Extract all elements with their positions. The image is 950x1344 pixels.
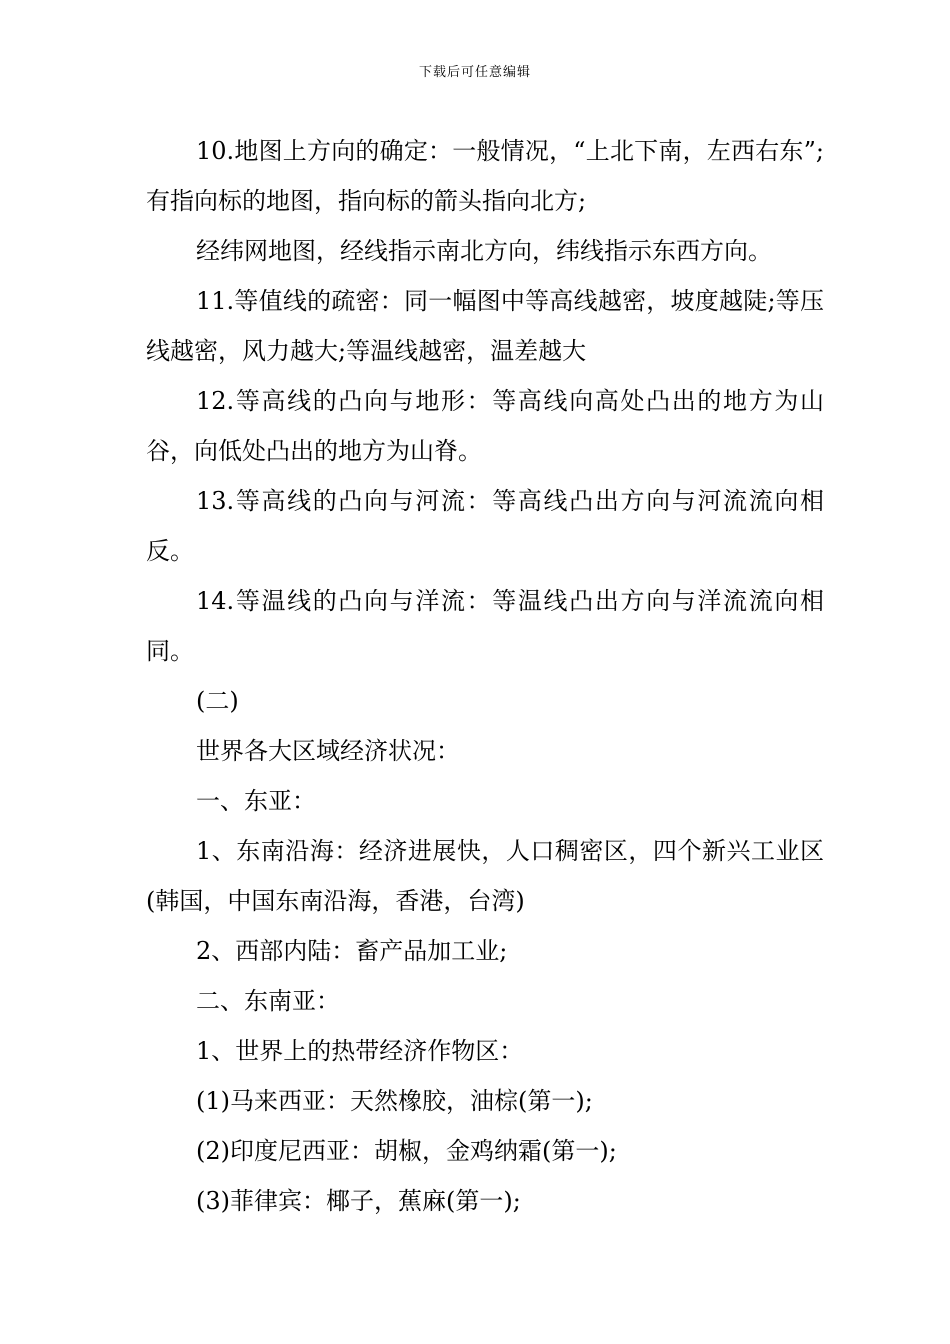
list-item-tropical-crops: 1、世界上的热带经济作物区：	[196, 1037, 524, 1065]
paragraph-graticule-map: 经纬网地图，经线指示南北方向，纬线指示东西方向。	[196, 237, 772, 265]
paragraph-isoline-density: 11.等值线的疏密：同一幅图中等高线越密，坡度越陡;等压线越密，风力越大;等温线越密，温差越大	[146, 287, 824, 365]
document-body	[146, 126, 824, 1226]
list-item-malaysia: (1)马来西亚：天然橡胶，油棕(第一);	[196, 1087, 593, 1115]
subheading-east-asia: 一、东亚：	[196, 787, 316, 815]
list-item-philippines: (3)菲律宾：椰子，蕉麻(第一);	[196, 1187, 521, 1215]
page-header: 下载后可任意编辑	[418, 65, 531, 80]
subheading-southeast-asia: 二、东南亚：	[196, 987, 340, 1015]
list-item-indonesia: (2)印度尼西亚：胡椒，金鸡纳霜(第一);	[196, 1137, 617, 1165]
list-item-western-inland: 2、西部内陆：畜产品加工业;	[196, 937, 508, 965]
section-title-world-economy: 世界各大区域经济状况：	[196, 737, 460, 765]
paragraph-contour-river: 13.等高线的凸向与河流：等高线凸出方向与河流流向相反。	[146, 487, 824, 565]
paragraph-isotherm-current: 14.等温线的凸向与洋流：等温线凸出方向与洋流流向相同。	[146, 587, 824, 665]
section-heading-two: (二)	[196, 687, 239, 715]
paragraph-direction-rules: 10.地图上方向的确定：一般情况，“上北下南，左西右东”;有指向标的地图，指向标的箭头指向北方;	[146, 137, 824, 215]
list-item-southeast-coast: 1、东南沿海：经济进展快，人口稠密区，四个新兴工业区(韩国，中国东南沿海，香港，台湾)	[146, 837, 824, 915]
paragraph-contour-landform: 12.等高线的凸向与地形：等高线向高处凸出的地方为山谷，向低处凸出的地方为山脊。	[146, 387, 824, 465]
